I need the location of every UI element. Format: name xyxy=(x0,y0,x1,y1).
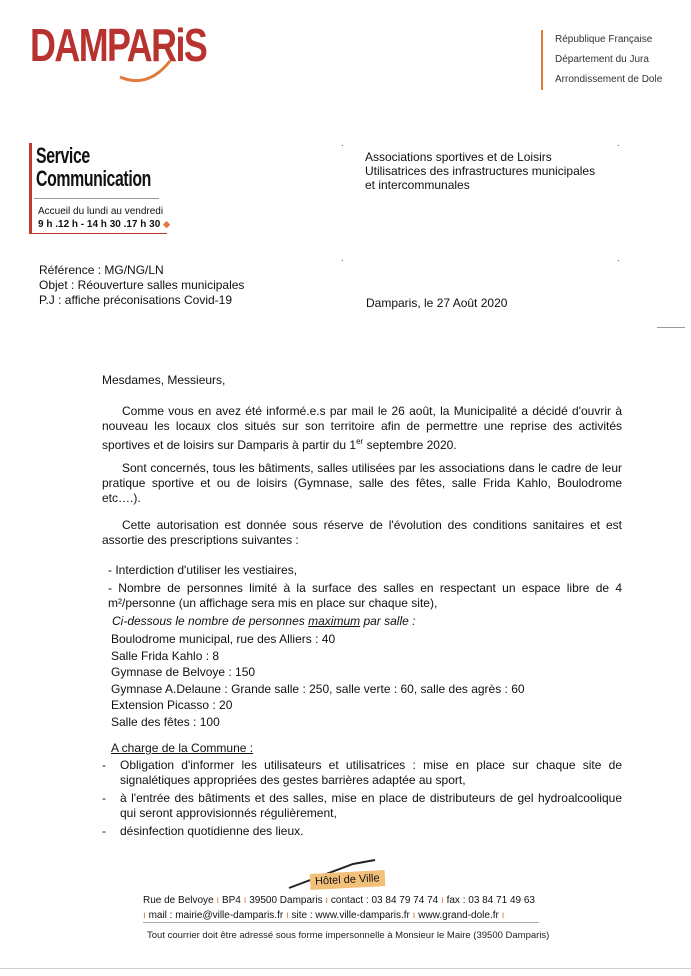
town-hall-label: Hôtel de Ville xyxy=(310,870,385,890)
address-city: 39500 Damparis xyxy=(249,895,323,906)
page-bottom-line xyxy=(0,968,691,969)
separator: ı xyxy=(285,910,289,921)
letter-date: Damparis, le 27 Août 2020 xyxy=(366,296,508,310)
object-line: Objet : Réouverture salles municipales xyxy=(39,278,245,292)
fold-mark-icon: . xyxy=(341,138,344,148)
rule-2 xyxy=(102,581,622,611)
list-item: Boulodrome municipal, rue des Alliers : 40 xyxy=(111,632,336,646)
footer-divider xyxy=(143,922,539,923)
admin-line: Département du Jura xyxy=(555,54,649,65)
paragraph-1-text: Comme vous en avez été informé.e.s par mail le 26 août, la Municipalité a décidé d'ouvrir à nouveau les locaux clos situés sur son territoire afin de permettre une reprise des activités sportives et de loisirs sur Damparis à partir du 1 xyxy=(102,404,622,452)
room-list xyxy=(102,631,631,730)
max-intro-text: Ci-dessous le nombre de personnes xyxy=(112,614,309,628)
contact-site[interactable]: site : www.ville-damparis.fr xyxy=(291,910,410,921)
separator: ı xyxy=(441,895,444,906)
separator: ı xyxy=(412,910,416,921)
damparis-logo: DAMPARiS xyxy=(30,19,207,71)
service-title-line2: Communication xyxy=(36,166,152,191)
rule-1 xyxy=(102,563,622,578)
fold-line xyxy=(657,327,685,328)
service-title xyxy=(36,144,151,190)
footer-note: Tout courrier doit être adressé sous forme impersonnelle à Monsieur le Maire (39500 Damparis) xyxy=(147,930,550,941)
contact-email[interactable]: mail : mairie@ville-damparis.fr xyxy=(148,910,284,921)
rule-2-text: - Nombre de personnes limité à la surface des salles en respectant un espace libre de 4 m²/personne (un affichage sera mis en place sur chaque site), xyxy=(108,581,622,610)
list-item: Gymnase de Belvoye : 150 xyxy=(111,665,256,679)
attachment-line: P.J : affiche préconisations Covid-19 xyxy=(39,293,233,307)
list-item-text: Obligation d'informer les utilisateurs et utilisatrices : mise en place sur chaque site de signalétiques appropriées des gestes barrières adaptée au sport, xyxy=(120,758,622,787)
service-hours xyxy=(38,206,170,231)
separator: ı xyxy=(216,895,220,906)
fold-mark-icon: . xyxy=(341,253,344,263)
list-item: Gymnase A.Delaune : Grande salle : 250, salle verte : 60, salle des agrès : 60 xyxy=(111,681,525,696)
separator: ı xyxy=(325,895,329,906)
contact-phone: contact : 03 84 79 74 74 xyxy=(330,895,439,906)
paragraph-3-text: Cette autorisation est donnée sous réserve de l'évolution des conditions sanitaires et est assortie des prescriptions suivantes : xyxy=(102,518,622,547)
separator: ı xyxy=(501,910,505,921)
reference-block xyxy=(39,263,244,308)
hours-line2: 9 h .12 h - 14 h 30 .17 h 30 xyxy=(38,219,161,230)
list-item: - à l'entrée des bâtiments et des salles, mise en place de distributeurs de gel hydroalcoolique qui seront approvisionnés régulièrement, xyxy=(102,791,622,820)
paragraph-1-end: septembre 2020. xyxy=(363,438,457,452)
recipient-line: et intercommunales xyxy=(365,178,470,192)
charge-list xyxy=(102,758,622,842)
hours-line1: Accueil du lundi au vendredi xyxy=(38,206,164,217)
list-item: Extension Picasso : 20 xyxy=(111,698,233,712)
service-title-line1: Service xyxy=(36,143,90,168)
admin-line: République Française xyxy=(555,34,653,45)
max-intro-emphasis: maximum xyxy=(308,614,361,628)
separator: ı xyxy=(143,910,146,921)
list-item: - Obligation d'informer les utilisateurs et utilisatrices : mise en place sur chaque site de signalétiques appropriées des gestes barrières adaptée au sport, xyxy=(102,758,622,787)
paragraph-1 xyxy=(102,404,622,453)
reference-line: Référence : MG/NG/LN xyxy=(39,263,164,277)
max-intro xyxy=(102,614,622,629)
charge-title: A charge de la Commune : xyxy=(111,741,254,755)
admin-line: Arrondissement de Dole xyxy=(555,74,663,85)
list-item-text: à l'entrée des bâtiments et des salles, mise en place de distributeurs de gel hydroalcoolique qui seront approvisionnés régulièrement, xyxy=(120,791,622,820)
service-divider xyxy=(34,198,159,199)
ordinal-suffix: er xyxy=(356,437,364,446)
address-bp: BP4 xyxy=(221,895,241,906)
paragraph-2 xyxy=(102,461,622,506)
fold-mark-icon: . xyxy=(617,138,620,148)
fold-mark-icon: . xyxy=(617,253,620,263)
list-item: Salle des fêtes : 100 xyxy=(111,714,220,729)
address-street: Rue de Belvoye xyxy=(143,895,214,906)
salutation: Mesdames, Messieurs, xyxy=(102,373,226,387)
list-item: - désinfection quotidienne des lieux. xyxy=(102,824,304,838)
footer-contact xyxy=(143,893,535,923)
contact-fax: fax : 03 84 71 49 63 xyxy=(446,895,535,906)
separator: ı xyxy=(243,895,247,906)
contact-site-2[interactable]: www.grand-dole.fr xyxy=(418,910,499,921)
list-item: Salle Frida Kahlo : 8 xyxy=(111,648,220,663)
logo-swoosh-icon xyxy=(118,55,178,87)
admin-block xyxy=(541,30,662,90)
paragraph-2-text: Sont concernés, tous les bâtiments, salles utilisées par les associations dans le cadre de leur pratique sportive et ou de loisirs (Gymnase, salle des fêtes, salle Frida Kahlo, Boulodrome etc….). xyxy=(102,461,622,505)
rule-1-text: - Interdiction d'utiliser les vestiaires, xyxy=(108,563,298,577)
paragraph-3 xyxy=(102,518,622,548)
recipient-line: Associations sportives et de Loisirs xyxy=(365,150,552,164)
recipient-address xyxy=(365,150,595,192)
recipient-line: Utilisatrices des infrastructures municipales xyxy=(365,164,596,178)
list-item-text: désinfection quotidienne des lieux. xyxy=(120,824,304,838)
diamond-icon: ◆ xyxy=(163,219,170,229)
max-intro-end: par salle : xyxy=(360,614,416,628)
